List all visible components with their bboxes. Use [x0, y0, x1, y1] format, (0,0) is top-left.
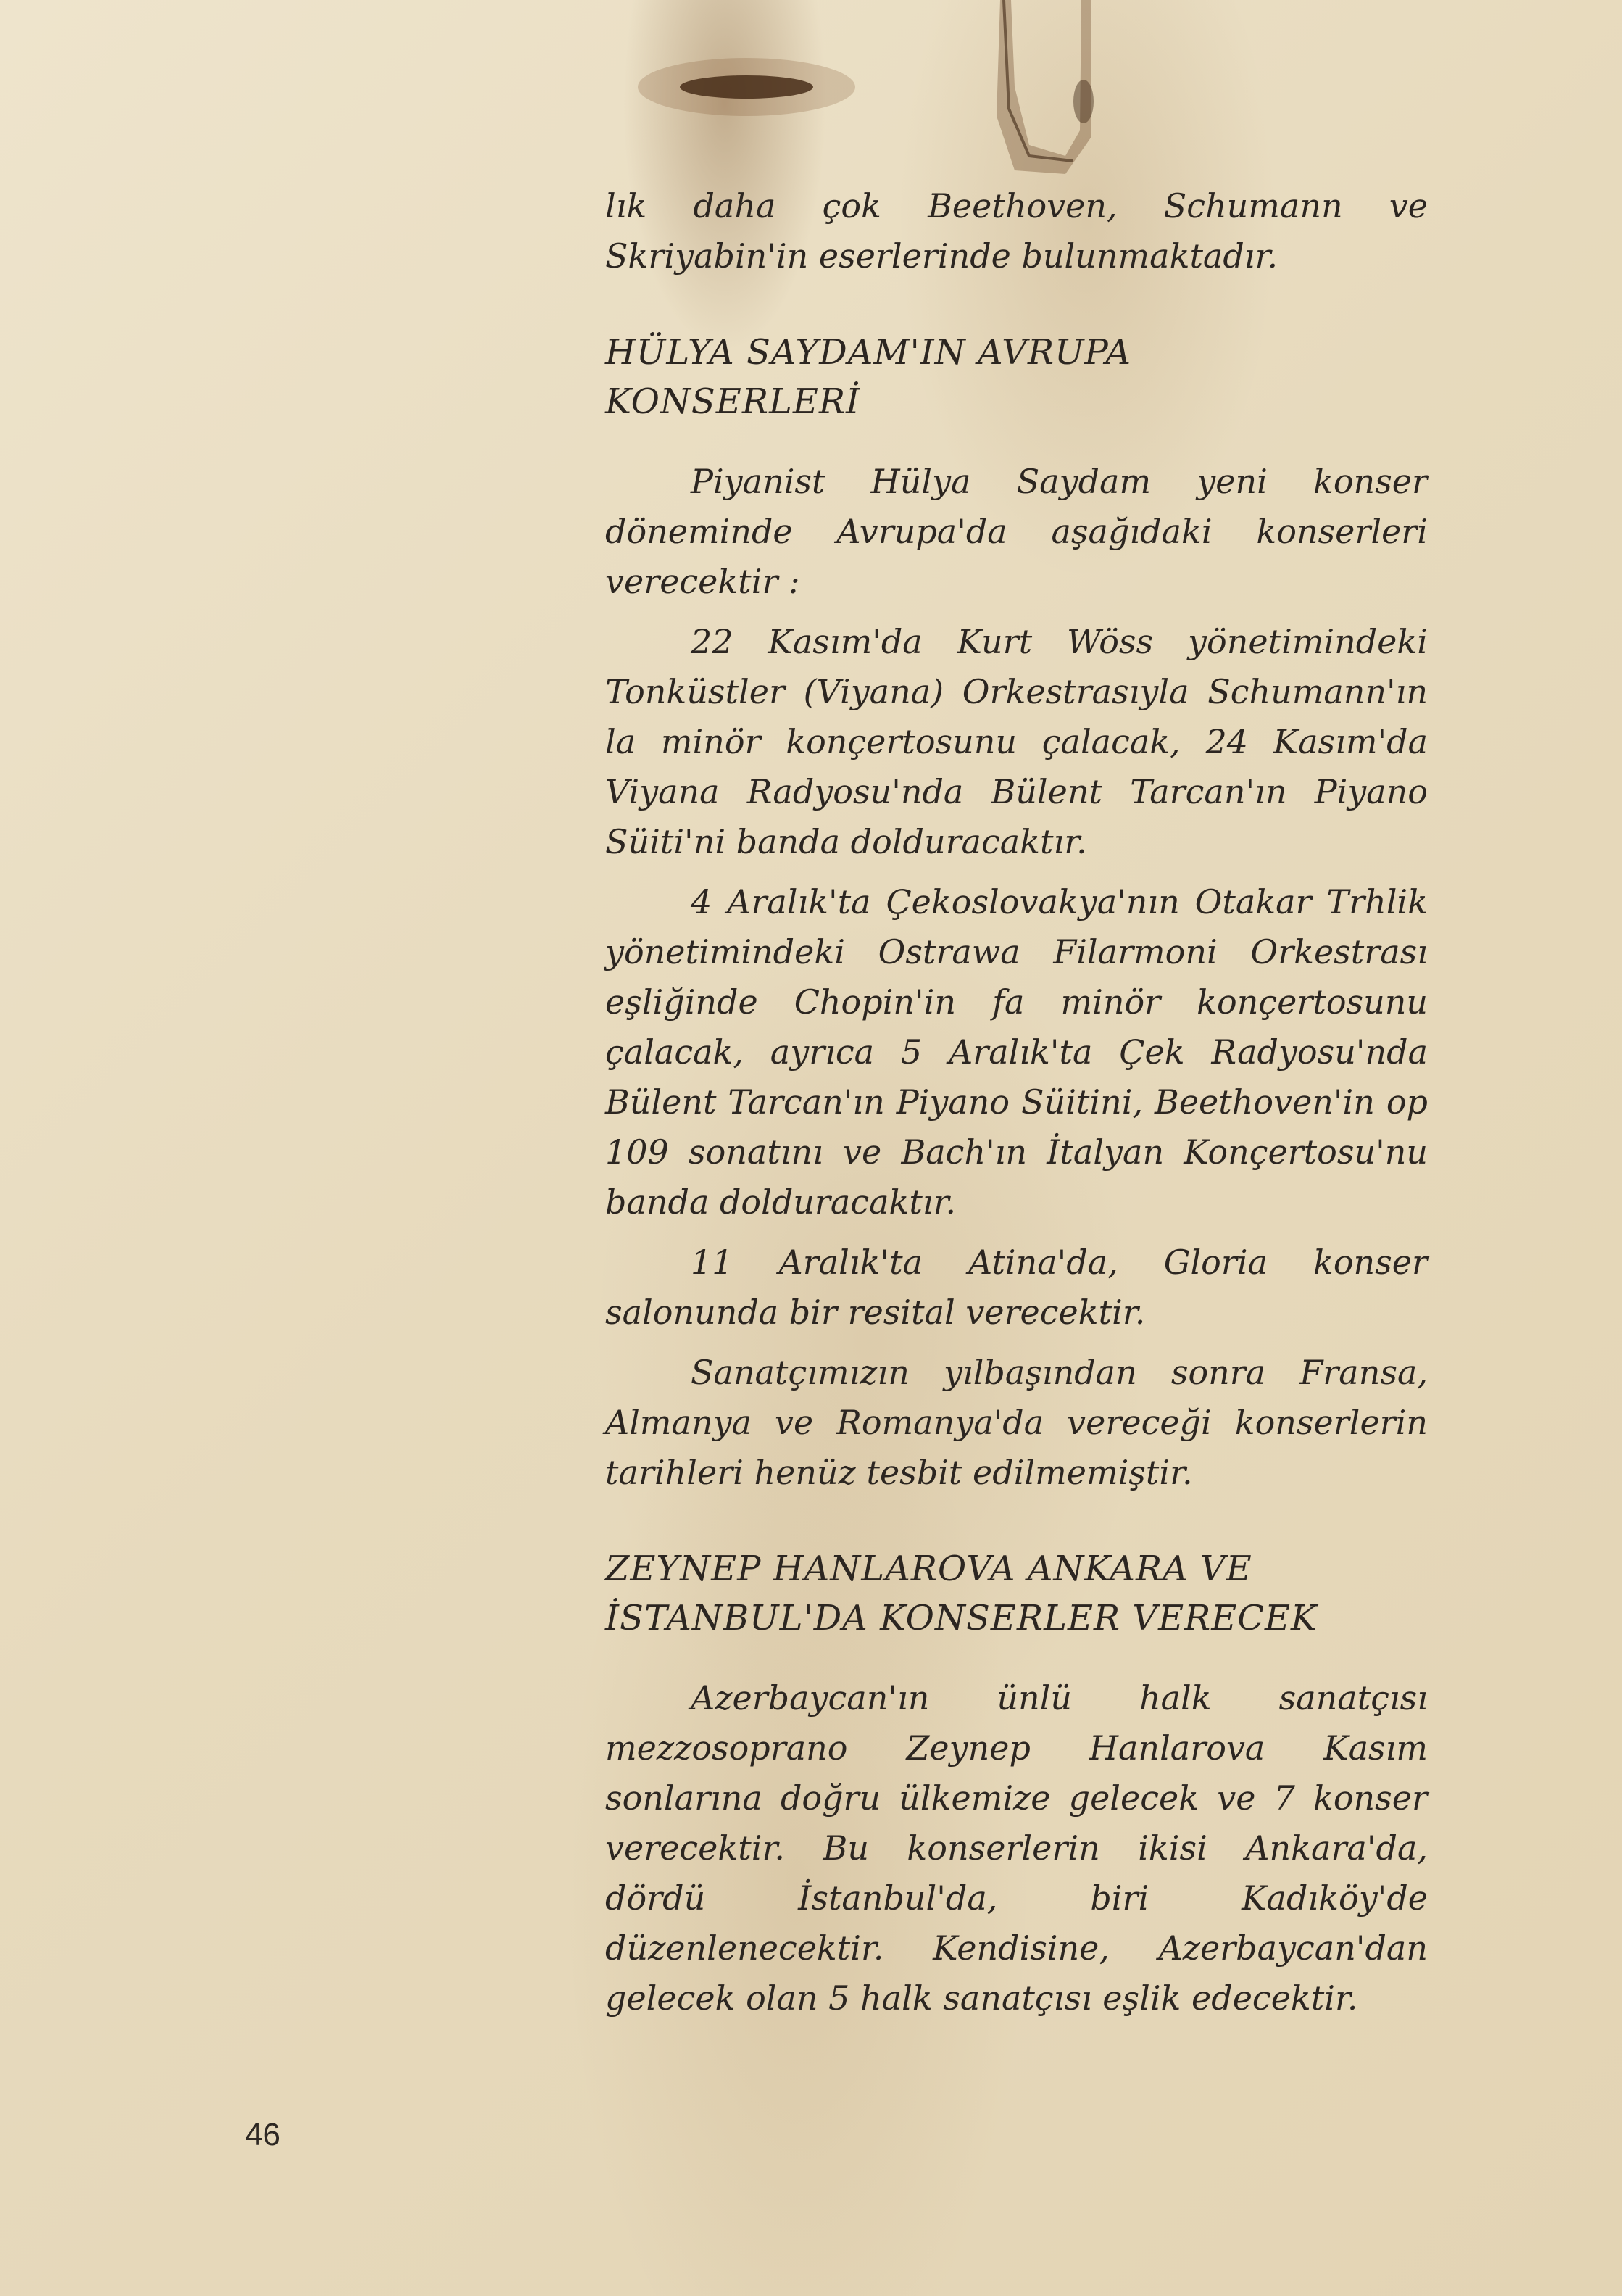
burn-spot-right	[1073, 80, 1094, 123]
section2-paragraph-1: Azerbaycan'ın ünlü halk sanatçısı mezzosoprano Zeynep Hanlarova Kasım sonlarına doğru ülkemize gelecek ve 7 konser verecektir. Bu konserlerin ikisi Ankara'da, dördü İstanbul'da, biri Kadıköy'de düzenlenecektir. Kendisine, Azerbaycan'dan gelecek olan 5 halk sanatçısı eşlik edecektir.	[605, 1678, 1428, 2018]
page-number: 46	[245, 2117, 280, 2152]
section1-paragraph-5: Sanatçımızın yılbaşından sonra Fransa, Almanya ve Romanya'da vereceği konserlerin tarihleri henüz tesbit edilmemiştir.	[605, 1353, 1428, 1492]
intro-paragraph: lık daha çok Beethoven, Schumann ve Skriyabin'in eserlerinde bulunmaktadır.	[605, 186, 1428, 275]
burn-halo-left	[638, 58, 855, 116]
section1-paragraph-3: 4 Aralık'ta Çekoslovakya'nın Otakar Trhlik yönetimindeki Ostrawa Filarmoni Orkestrası eşliğinde Chopin'in fa minör konçertosunu çalacak, ayrıca 5 Aralık'ta Çek Radyosu'nda Bülent Tarcan'ın Piyano Süitini, Beethoven'in op 109 sonatını ve Bach'ın İtalyan Konçertosu'nu banda dolduracaktır.	[605, 882, 1428, 1222]
section2-heading-line2: İSTANBUL'DA KONSERLER VERECEK	[605, 1598, 1318, 1638]
section1-heading-line2: KONSERLERİ	[605, 381, 860, 422]
section1-paragraph-2: 22 Kasım'da Kurt Wöss yönetimindeki Tonküstler (Viyana) Orkestrasıyla Schumann'ın la minör konçertosunu çalacak, 24 Kasım'da Viyana Radyosu'nda Bülent Tarcan'ın Piyano Süiti'ni banda dolduracaktır.	[605, 622, 1428, 861]
section1-paragraph-1: Piyanist Hülya Saydam yeni konser döneminde Avrupa'da aşağıdaki konserleri verecektir :	[605, 462, 1428, 601]
section1-paragraph-4: 11 Aralık'ta Atina'da, Gloria konser salonunda bir resital verecektir.	[605, 1243, 1428, 1332]
text-column	[605, 181, 1428, 2023]
section2-heading-line1: ZEYNEP HANLAROVA ANKARA VE	[605, 1549, 1252, 1589]
section1-heading-line1: HÜLYA SAYDAM'IN AVRUPA	[605, 332, 1132, 373]
